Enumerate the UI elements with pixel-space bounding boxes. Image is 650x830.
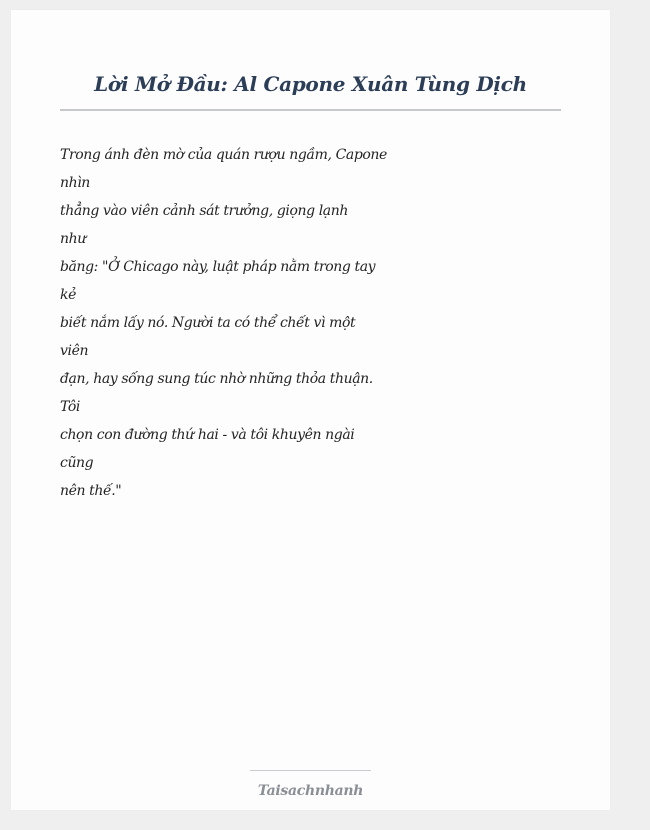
document-page — [11, 10, 610, 810]
body-line: cũng — [60, 455, 94, 471]
body-line: kẻ — [60, 287, 76, 303]
body-line: nhìn — [60, 175, 90, 191]
document-body — [60, 141, 387, 505]
body-line: băng: "Ở Chicago này, luật pháp nằm trong tay — [60, 259, 376, 275]
footer-source: Taisachnhanh — [257, 783, 364, 799]
body-line: chọn con đường thứ hai - và tôi khuyên ngài — [60, 427, 355, 443]
footer-divider — [250, 770, 371, 771]
document-title: Lời Mở Đầu: Al Capone Xuân Tùng Dịch — [94, 72, 527, 96]
body-line: Trong ánh đèn mờ của quán rượu ngầm, Capone — [60, 147, 387, 163]
body-line: đạn, hay sống sung túc nhờ những thỏa thuận. — [60, 371, 373, 387]
body-line: nên thế." — [60, 483, 122, 499]
body-line: Tôi — [60, 399, 80, 415]
body-line: viên — [60, 343, 89, 359]
body-line: thẳng vào viên cảnh sát trưởng, giọng lạnh — [60, 203, 348, 219]
body-line: biết nắm lấy nó. Người ta có thể chết vì một — [60, 315, 356, 331]
body-line: như — [60, 231, 86, 247]
title-divider — [60, 109, 561, 111]
